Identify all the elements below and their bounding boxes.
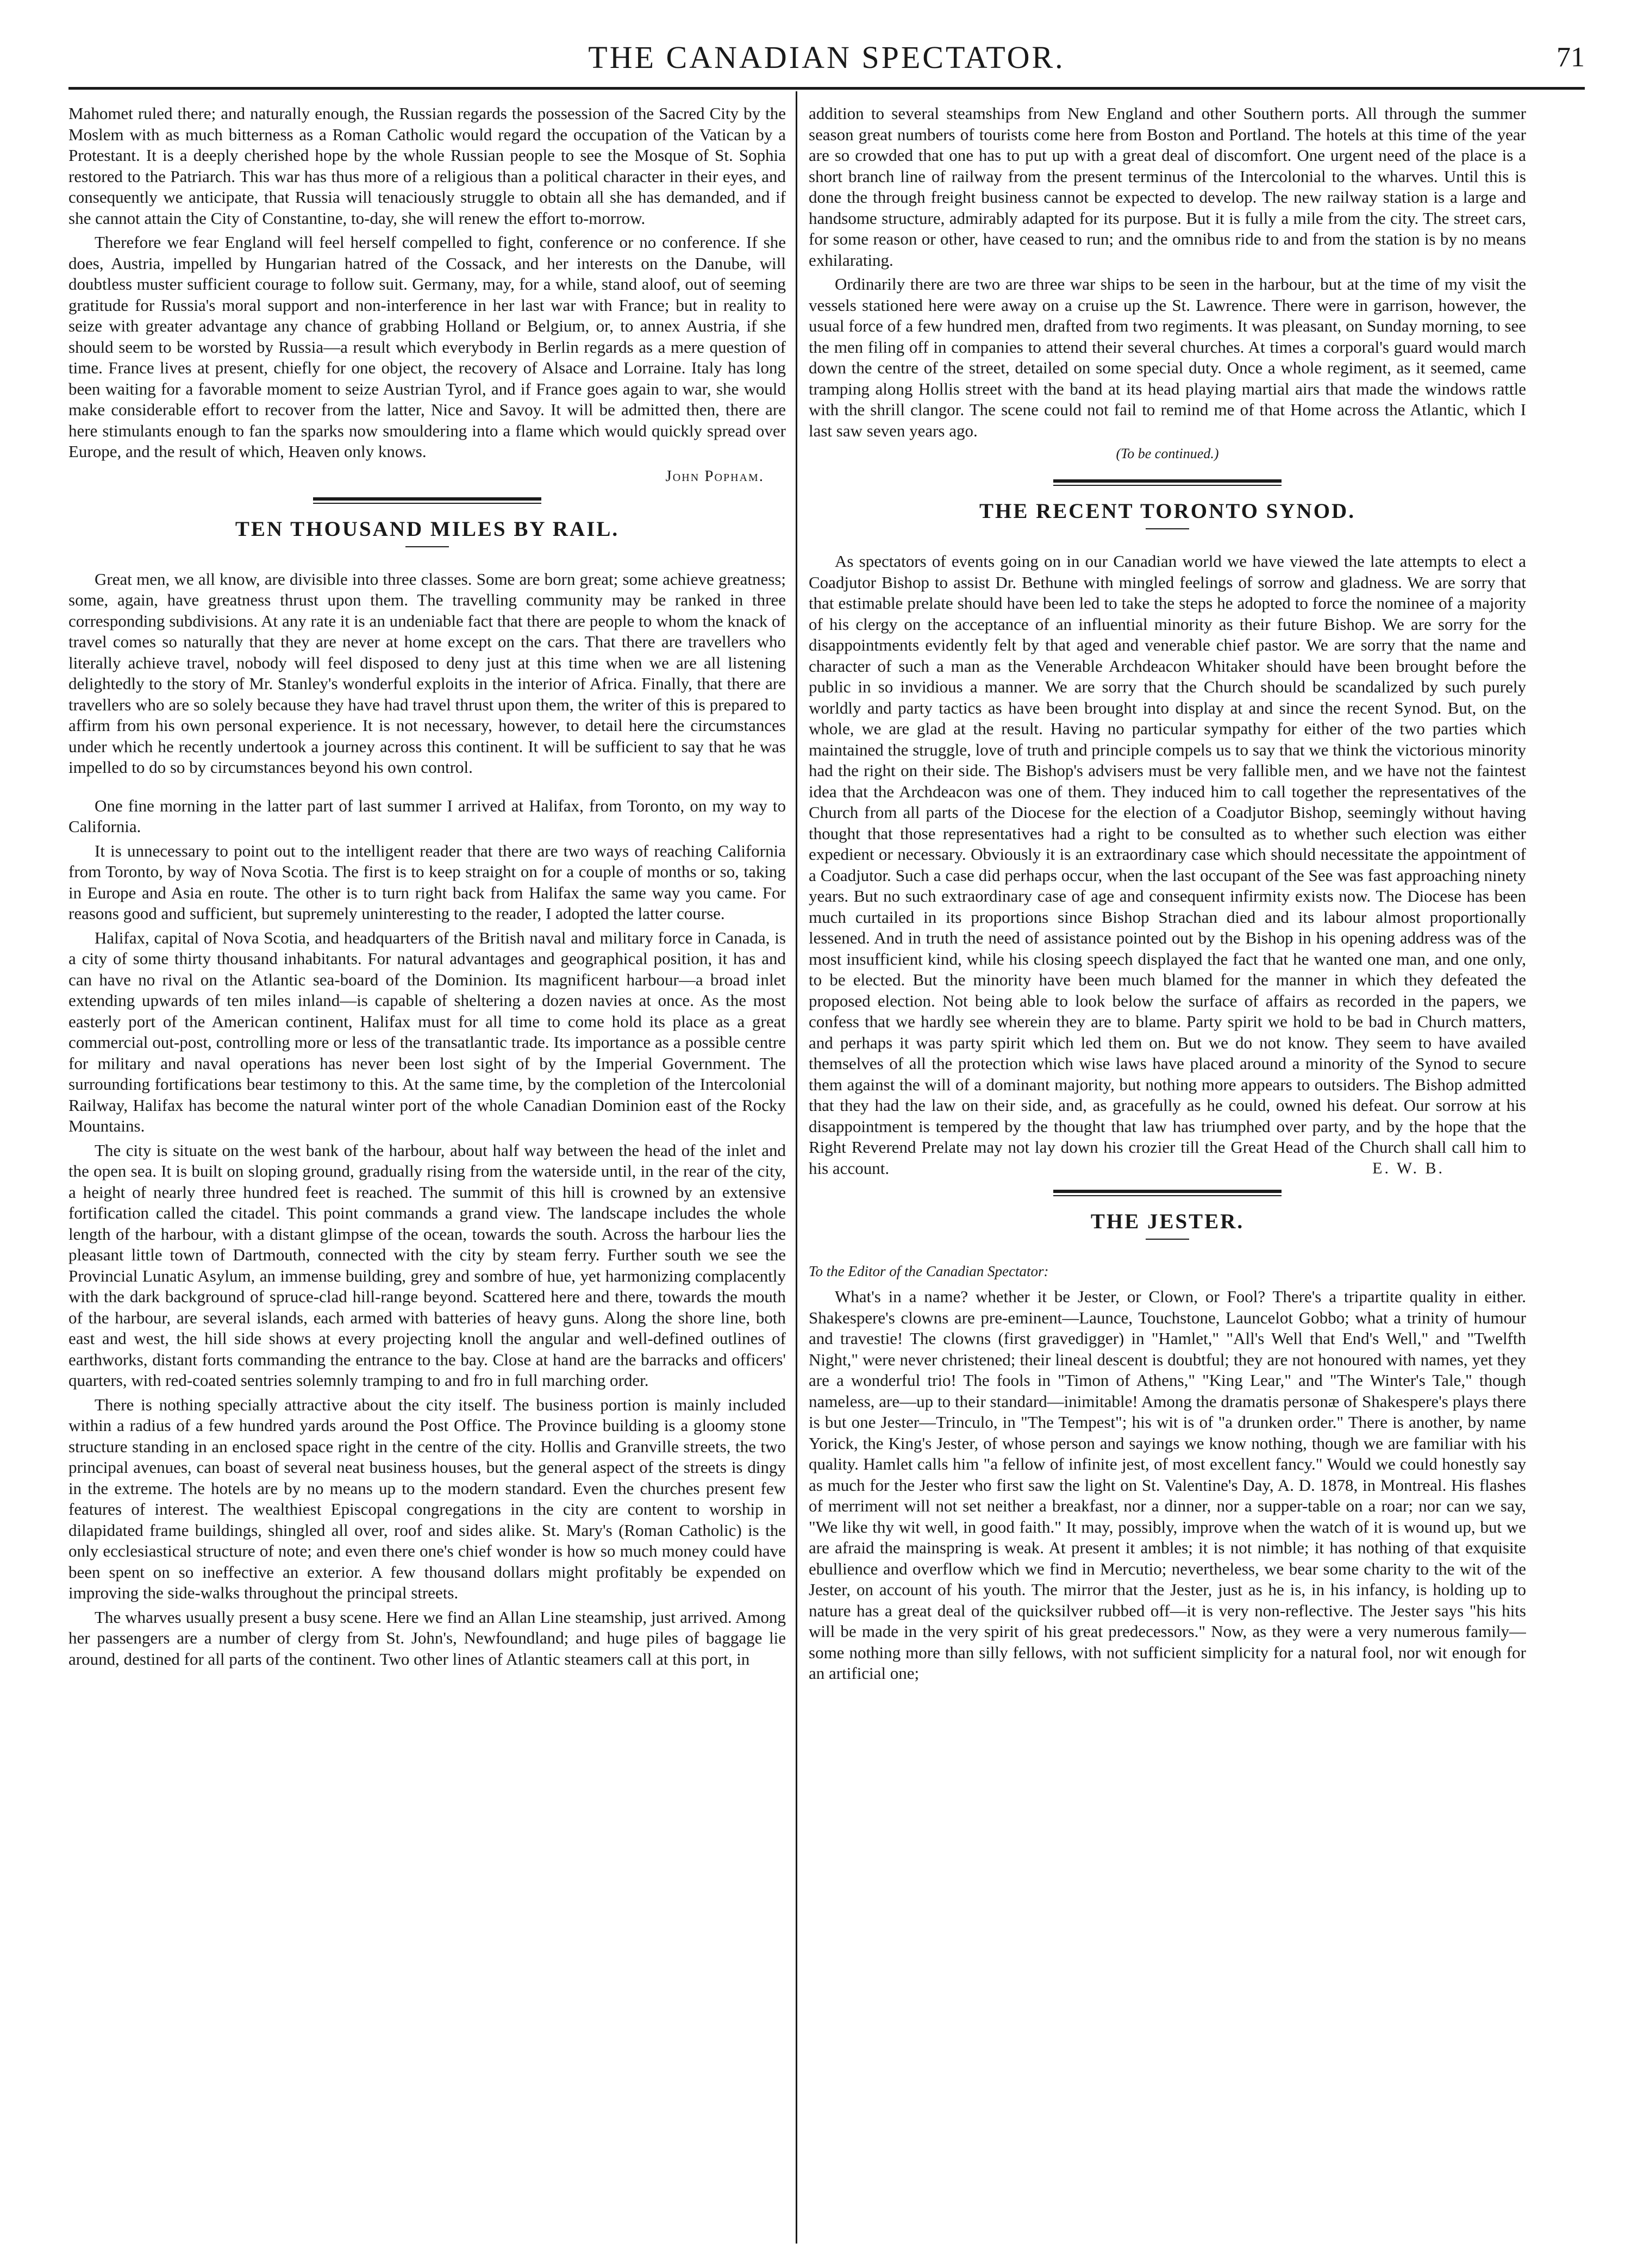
section-rule-thin xyxy=(1053,485,1282,486)
section-rule-thin xyxy=(1053,1195,1282,1196)
article-paragraph: Ordinarily there are two are three war ships to be seen in the harbour, but at the time of my visit the vessels stationed here were away on a cruise up the St. Lawrence. There were in garrison, however, the usual force of a few hundred men, drafted from two regiments. It was pleasant, on Sunday morning, to see the men filing off in companies to attend their several churches. At times a corporal's guard would march down the centre of the street, detailed on some special duty. Once a whole regiment, as it seemed, came tramping along Hollis street with the band at its head playing martial airs that made the windows rattle with the shrill clangor. The scene could not fail to remind me of that Home across the Atlantic, which I last saw seven years ago. xyxy=(809,274,1526,440)
heading-underline xyxy=(1146,1239,1189,1240)
article-paragraph: Mahomet ruled there; and naturally enough, the Russian regards the possession of the Sacred City by the Moslem with as much bitterness as a Roman Catholic would regard the occupation of the Vatican by a Protestant. It is a deeply cherished hope by the whole Russian people to see the Mosque of St. Sophia restored to the Patriarch. This war has thus more of a religious than a political character in their eyes, and consequently we anticipate, that Russia will tenaciously struggle to obtain all she has demanded, and if she cannot attain the City of Constantine, to-day, she will renew the effort to-morrow. xyxy=(68,104,786,228)
masthead-title: THE CANADIAN SPECTATOR. xyxy=(588,40,1065,75)
left-column xyxy=(68,103,786,2239)
to-be-continued-note: (To be continued.) xyxy=(1116,446,1219,461)
section-rule xyxy=(313,497,541,501)
heading-underline xyxy=(1146,528,1189,529)
article-paragraph: Great men, we all know, are divisible into three classes. Some are born great; some achieve greatness; some, again, have greatness thrust upon them. The travelling community may be ranked in three corresponding subdivisions. At any rate it is an undeniable fact that there are people to whom the knack of travel comes so naturally that they are never at home except on the cars. That there are travellers who literally achieve travel, nobody will feel disposed to deny just at this time when we are all listening delightedly to the story of Mr. Stanley's wonderful exploits in the interior of Africa. Finally, that there are travellers who are so solely because they have had travel thrust upon them, the writer of this is prepared to affirm from his own personal experience. It is not necessary, however, to detail here the circumstances under which he recently undertook a journey across this continent. It will be sufficient to say that he was impelled to do so by circumstances beyond his own control. xyxy=(68,569,786,777)
section-rule-thin xyxy=(313,503,541,504)
section-rule xyxy=(1053,479,1282,483)
page-number: 71 xyxy=(1557,42,1585,73)
right-column xyxy=(809,103,1526,2239)
article-heading: THE RECENT TORONTO SYNOD. xyxy=(979,499,1355,523)
section-rule xyxy=(1053,1190,1282,1193)
paragraph-gap xyxy=(68,782,786,796)
article-paragraph: There is nothing specially attractive about the city itself. The business portion is mainly included within a radius of a few hundred yards around the Post Office. The Province building is a gloomy stone structure standing in an enclosed space right in the centre of the city. Hollis and Granville streets, the two principal avenues, can boast of several neat business houses, but the general aspect of the streets is dingy in the extreme. The hotels are by no means up to the modern standard. Even the churches present few features of interest. The wealthiest Episcopal congregations in the city are content to worship in dilapidated frame buildings, shingled all over, roof and sides alike. St. Mary's (Roman Catholic) is the only ecclesiastical structure of note; and even there one's chief wonder is how so much money could have been spent on so ineffective an exterior. A few thousand dollars might profitably be expended on improving the side-walks throughout the principal streets. xyxy=(68,1395,786,1602)
author-signature: John Popham. xyxy=(665,467,764,485)
article-paragraph: The city is situate on the west bank of the harbour, about half way between the head of the inlet and the open sea. It is built on sloping ground, gradually rising from the waterside until, in the rear of the city, a height of nearly three hundred feet is reached. The summit of this hill is crowned by an extensive fortification called the citadel. This point commands a grand view. The landscape includes the whole length of the harbour, with a distant glimpse of the ocean, towards the south. Across the harbour lies the pleasant little town of Dartmouth, connected with the city by steam ferry. Further south we see the Provincial Lunatic Asylum, an immense building, grey and sombre of hue, yet harmonizing complacently with the dark background of spruce-clad hill-range beyond. Scattered here and there, towards the mouth of the harbour, are several islands, each armed with batteries of heavy guns. Along the shore line, both east and west, the hill side shows at every projecting knoll the angular and well-defined outlines of earthworks, distant forts commanding the entrance to the bay. Close at hand are the barracks and officers' quarters, with red-coated sentries solemnly tramping to and fro in full marching order. xyxy=(68,1140,786,1390)
article-heading: THE JESTER. xyxy=(1090,1210,1245,1233)
article-paragraph: What's in a name? whether it be Jester, or Clown, or Fool? There's a tripartite quality in either. Shakespere's clowns are pre-eminent—Launce, Touchstone, Launcelot Gobbo; what a trinity of humour and travestie! The clowns (first gravedigger) in "Hamlet," "All's Well that End's Well," and "Twelfth Night," were never christened; their lineal descent is doubtful; they are not honoured with names, yet they are a wonderful trio! The fools in "Timon of Athens," "King Lear," and "The Winter's Tale," though nameless, are—up to their standard—inimitable! Among the dramatis personæ of Shakespere's plays there is but one Jester—Trinculo, in "The Tempest"; his wit is of "a drunken order." There is another, by name Yorick, the King's Jester, of whose person and sayings we know nothing, though we are familiar with his quality. Hamlet calls him "a fellow of infinite jest, of most excellent fancy." Would we could honestly say as much for the Jester who first saw the light on St. Valentine's Day, A. D. 1878, in Montreal. His flashes of merriment will not set neither a breakfast, nor a dinner, nor a supper-table on a roar; nor can we say, "We like thy wit well, in good faith." It may, possibly, improve when the watch of it is wound up, but we are afraid the mainspring is weak. At present it ambles; it is not nimble; it has nothing of that exquisite ebullience and overflow which we find in Mercutio; nevertheless, we bear some charity to the wit of the Jester, on account of his youth. The mirror that the Jester, just as he is, in his infancy, is holding up to nature has a great deal of the quicksilver rubbed off—it is very non-reflective. The Jester says "his hits will be made in the very spirit of his great predecessors." Now, as they were a very numerous family—some nothing more than silly fellows, with not sufficient simplicity for a natural fool, nor wit enough for an artificial one; xyxy=(809,1287,1526,1683)
article-heading: TEN THOUSAND MILES BY RAIL. xyxy=(235,517,620,541)
letter-salutation: To the Editor of the Canadian Spectator: xyxy=(809,1263,1049,1279)
author-signature: E. W. B. xyxy=(1372,1159,1445,1177)
masthead xyxy=(68,38,1585,77)
article-paragraph: Halifax, capital of Nova Scotia, and headquarters of the British naval and military force in Canada, is a city of some thirty thousand inhabitants. For natural advantages and geographical position, it has and can have no rival on the Atlantic sea-board of the Dominion. Its magnificent harbour—a broad inlet extending upwards of ten miles inland—is capable of sheltering a dozen navies at once. As the most easterly port of the American continent, Halifax must for all time to come hold its place as a great commercial out-post, controlling more or less of the transatlantic trade. Its importance as a possible centre for military and naval operations has never been lost sight of by the Imperial Government. The surrounding fortifications bear testimony to this. At the same time, by the completion of the Intercolonial Railway, Halifax has become the natural winter port of the whole Canadian Dominion east of the Rocky Mountains. xyxy=(68,928,786,1135)
article-paragraph: As spectators of events going on in our Canadian world we have viewed the late attempts to elect a Coadjutor Bishop to assist Dr. Bethune with mingled feelings of sorrow and gladness. We are sorry that that estimable prelate should have been led to take the steps he adopted to force the nominee of a majority of his clergy on the acceptance of an influential minority as their future Bishop. We are sorry for the disappointments evidently felt by that aged and venerable chief pastor. We are sorry that the name and character of such a man as the Venerable Archdeacon Whitaker should have been brought before the public in so invidious a manner. We are sorry that the Church should be scandalized by such purely worldly and party tactics as have been brought into display at and since the recent Synod. But, on the whole, we are glad at the result. Having no particular sympathy for either of the two parties which maintained the struggle, love of truth and principle compels us to say that we think the victorious minority had the right on their side. The Bishop's advisers must be very fallible men, and we have not the faintest idea that the Archdeacon was one of them. They induced him to call together the representatives of the Church from all parts of the Diocese for the election of a Coadjutor Bishop, seemingly without having thought that those representatives had a right to be consulted as to whether such election was either expedient or necessary. Obviously it is an extraordinary case which should necessitate the appointment of a Coadjutor. Such a case did perhaps occur, when the last occupant of the See was fast approaching ninety years. But no such extraordinary case of age and consequent infirmity exists now. The Diocese has been much curtailed in its proportions since Bishop Strachan died and its labour almost proportionally lessened. And in truth the need of assistance pointed out by the Bishop in his opening address was of the most insufficient kind, while his closing speech displayed the fact that he wanted one man, and one only, to be elected. But the minority have been much blamed for the manner in which they defeated the proposed election. Not being able to look below the surface of affairs as recorded in the papers, we confess that we hardly see wherein they are to blame. Party spirit we hold to be bad in Church matters, and perhaps it was party spirit which led them on. But we do not know. They seem to have availed themselves of all the protection which wise laws have placed around a minority of the Synod to secure them against the will of a dominant majority, but nothing more appears to outsiders. The Bishop admitted that they had the law on their side, and, as gracefully as he could, owned his defeat. Our sorrow at his disappointment is tempered by the thought that law has triumphed over party, and by the hope that the Right Reverend Prelate may not lay down his crozier till the Great Head of the Church shall call him to his account. xyxy=(809,552,1526,1178)
article-paragraph: It is unnecessary to point out to the intelligent reader that there are two ways of reaching California from Toronto, by way of Nova Scotia. The first is to keep straight on for a couple of months or so, taking in Europe and Asia en route. The other is to turn right back from Halifax the same way you came. For reasons good and sufficient, but supremely uninteresting to the reader, I adopted the latter course. xyxy=(68,841,786,923)
article-paragraph: Therefore we fear England will feel herself compelled to fight, conference or no conference. If she does, Austria, impelled by Hungarian hatred of the Cossack, and her interests on the Danube, will doubtless muster sufficient courage to follow suit. Germany, may, for a while, stand aloof, out of seeming gratitude for Russia's moral support and non-interference in her last war with France; but in reality to seize with greater advantage any chance of grabbing Holland or Belgium, or, to annex Austria, if she should seem to be worsted by Russia—a result which everybody in Berlin regards as a mere question of time. France lives at present, chiefly for one object, the recovery of Alsace and Lorraine. Italy has long been waiting for a favorable moment to seize Austrian Tyrol, and if France goes again to war, she would make considerable effort to recover from the latter, Nice and Savoy. It will be admitted then, there are here stimulants enough to fan the sparks now smouldering into a flame which would quickly spread over Europe, and the result of which, Heaven only knows. xyxy=(68,233,786,461)
column-divider xyxy=(796,91,797,2244)
article-paragraph: The wharves usually present a busy scene. Here we find an Allan Line steamship, just arrived. Among her passengers are a number of clergy from St. John's, Newfoundland; and huge piles of baggage lie around, destined for all parts of the continent. Two other lines of Atlantic steamers call at this port, in xyxy=(68,1607,786,1669)
masthead-rule xyxy=(68,87,1585,90)
article-paragraph: One fine morning in the latter part of last summer I arrived at Halifax, from Toronto, on my way to California. xyxy=(68,796,786,836)
heading-underline xyxy=(405,546,449,547)
article-paragraph: addition to several steamships from New England and other Southern ports. All through the summer season great numbers of tourists come here from Boston and Portland. The hotels at this time of the year are so crowded that one has to put up with a great deal of discomfort. One urgent need of the place is a short branch line of railway from the present terminus of the Intercolonial to the wharves. Until this is done the through freight business cannot be expected to develop. The new railway station is a large and handsome structure, admirably adapted for its purpose. But it is fully a mile from the city. The street cars, for some reason or other, have ceased to run; and the omnibus ride to and from the station is by no means exhilarating. xyxy=(809,104,1526,270)
